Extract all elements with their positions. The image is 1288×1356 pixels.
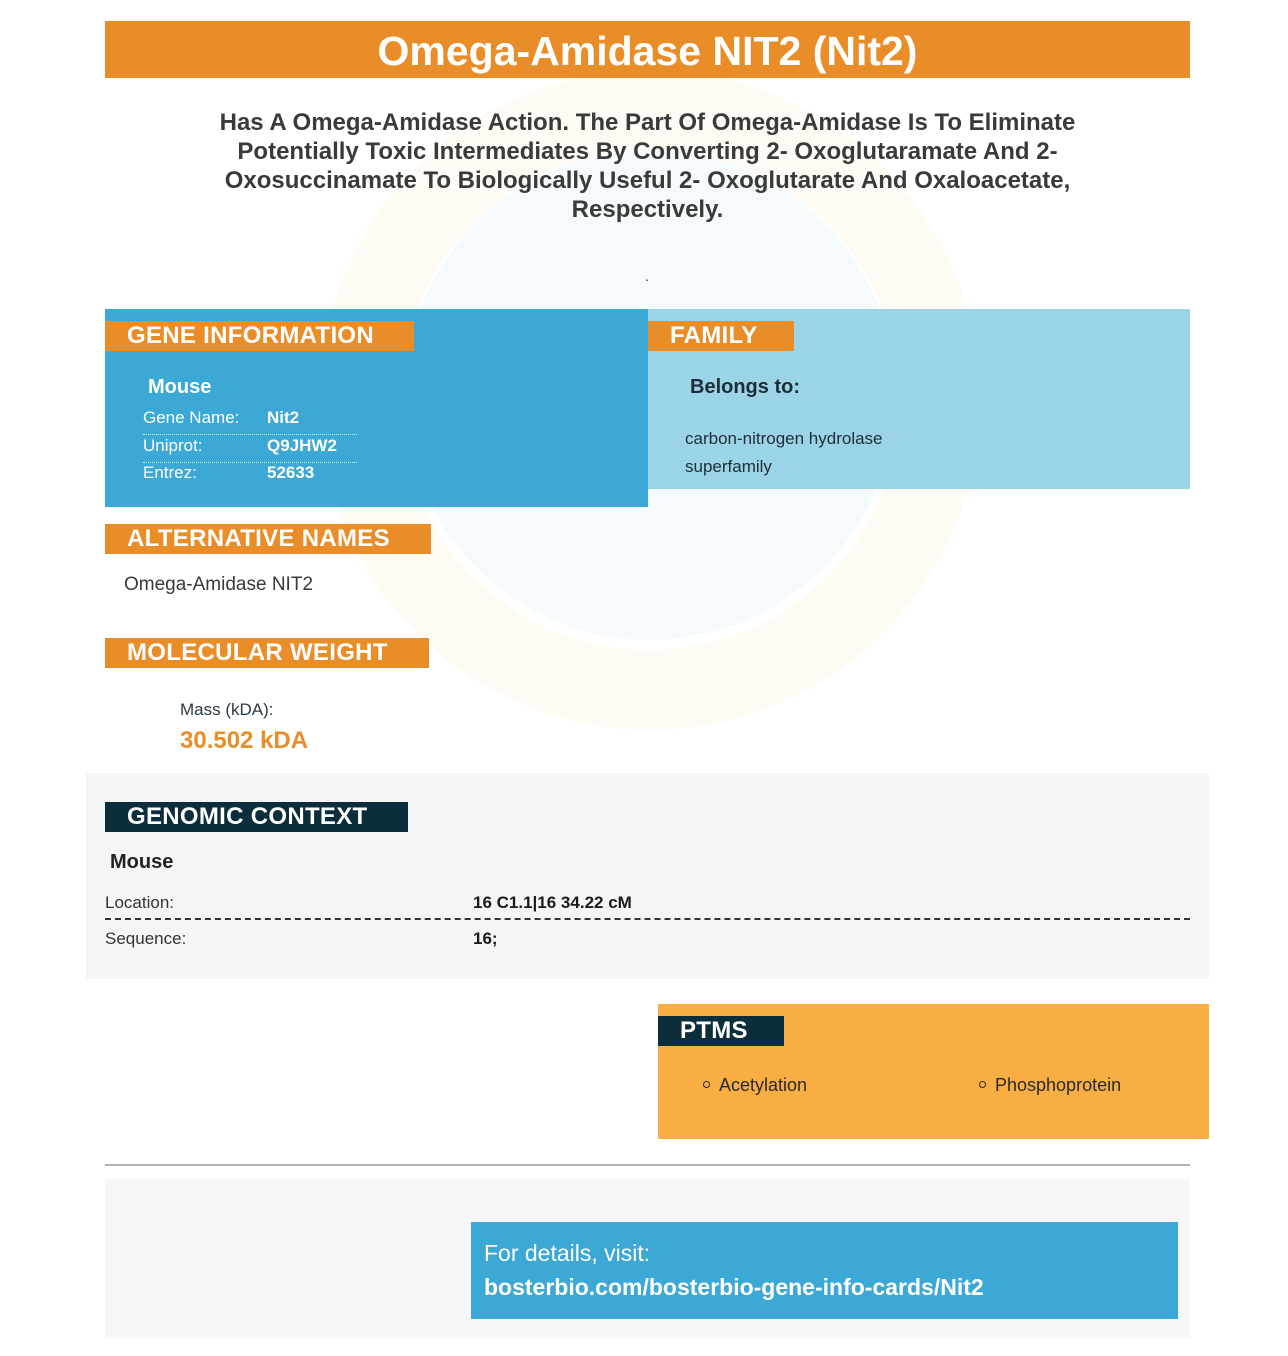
gene-species: Mouse bbox=[148, 376, 212, 398]
circle-bullet-icon bbox=[979, 1081, 986, 1088]
footer-divider bbox=[105, 1164, 1190, 1166]
entrez-label: Entrez: bbox=[143, 463, 197, 482]
sequence-label: Sequence: bbox=[105, 929, 187, 948]
page-title: Omega-Amidase NIT2 (Nit2) bbox=[105, 21, 1190, 78]
sequence-value: 16; bbox=[473, 929, 498, 948]
ptm-item-label: Phosphoprotein bbox=[995, 1075, 1122, 1095]
family-heading: FAMILY bbox=[648, 321, 794, 351]
alternative-name-value: Omega-Amidase NIT2 bbox=[124, 574, 314, 595]
ptm-item-label: Acetylation bbox=[719, 1075, 808, 1095]
details-box bbox=[471, 1222, 1178, 1319]
protein-description: Has A Omega-Amidase Action. The Part Of Omega-Amidase Is To Eliminate Potentially Toxic Intermediates By Converting 2- Oxoglutaramate And 2- Oxosuccinamate To Biologically Useful 2- Oxoglutarate And Oxaloacetate, Respectively. bbox=[219, 109, 1076, 223]
circle-bullet-icon bbox=[703, 1081, 710, 1088]
location-value: 16 C1.1|16 34.22 cM bbox=[473, 893, 632, 912]
gene-name-row bbox=[143, 407, 357, 435]
genomic-context-heading: GENOMIC CONTEXT bbox=[105, 802, 408, 832]
mass-value: 30.502 kDA bbox=[180, 727, 309, 754]
mass-label: Mass (kDA): bbox=[180, 700, 274, 719]
uniprot-label: Uniprot: bbox=[143, 436, 203, 455]
uniprot-value: Q9JHW2 bbox=[267, 436, 337, 455]
entrez-value: 52633 bbox=[267, 463, 315, 482]
entrez-row bbox=[143, 462, 357, 489]
details-label: For details, visit: bbox=[484, 1240, 651, 1266]
alternative-names-heading: ALTERNATIVE NAMES bbox=[105, 524, 431, 554]
sequence-row bbox=[105, 926, 1190, 952]
separator-dot: . bbox=[645, 268, 649, 284]
belongs-to-label: Belongs to: bbox=[690, 376, 800, 398]
gene-information-heading: GENE INFORMATION bbox=[105, 321, 414, 351]
genomic-species: Mouse bbox=[110, 851, 174, 873]
ptms-heading: PTMS bbox=[658, 1016, 784, 1046]
gene-name-value: Nit2 bbox=[267, 408, 300, 427]
ptm-item bbox=[703, 1075, 807, 1096]
ptm-item bbox=[979, 1075, 1121, 1096]
location-label: Location: bbox=[105, 893, 174, 912]
gene-name-label: Gene Name: bbox=[143, 408, 240, 427]
molecular-weight-heading: MOLECULAR WEIGHT bbox=[105, 638, 429, 668]
family-value: carbon-nitrogen hydrolase superfamily bbox=[685, 429, 883, 476]
details-link[interactable]: bosterbio.com/bosterbio-gene-info-cards/Nit2 bbox=[484, 1274, 984, 1300]
uniprot-row bbox=[143, 435, 357, 463]
location-row bbox=[105, 890, 1190, 920]
